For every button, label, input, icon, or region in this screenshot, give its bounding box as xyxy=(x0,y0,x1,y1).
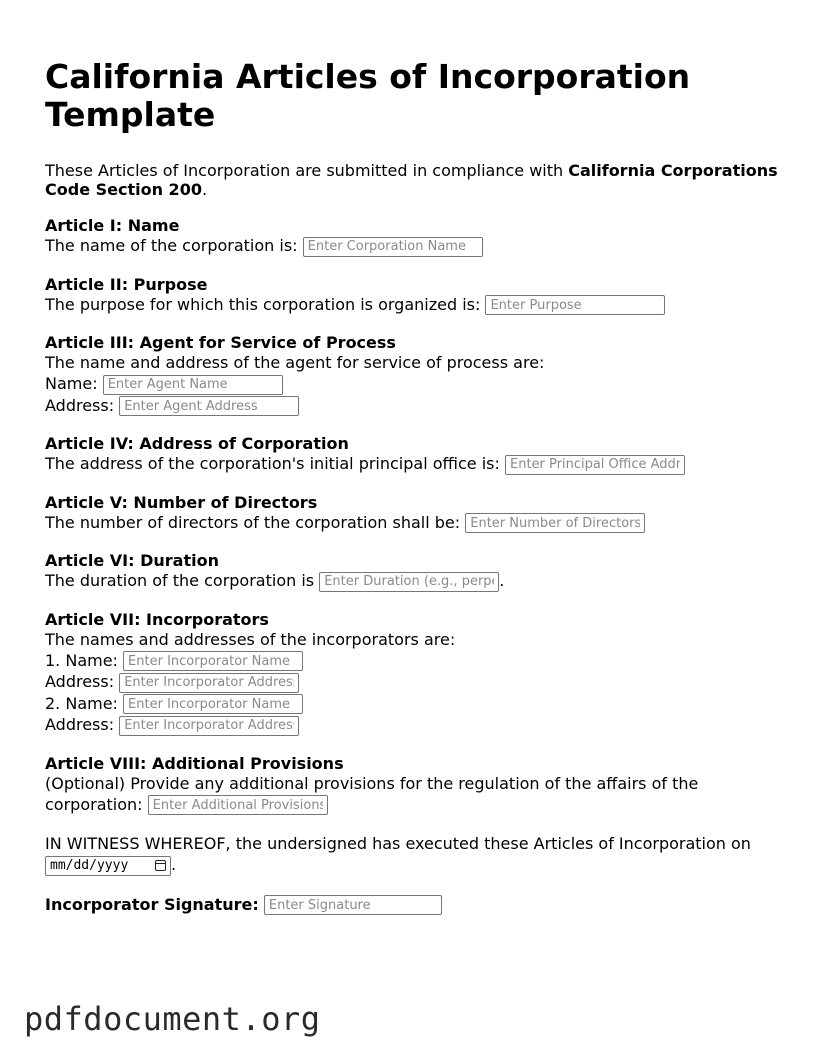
witness-section xyxy=(45,833,785,876)
article-6-section xyxy=(45,551,785,592)
incorporator-2-address-input[interactable] xyxy=(119,716,299,736)
article-1-heading: Article I: Name xyxy=(45,216,180,235)
article-5-heading: Article V: Number of Directors xyxy=(45,492,318,512)
agent-address-input[interactable] xyxy=(119,396,299,416)
article-2-text: The purpose for which this corporation is organized is: xyxy=(45,294,481,314)
article-5-text: The number of directors of the corporation shall be: xyxy=(45,512,461,532)
incorporator-2-name-label: 2. Name: xyxy=(45,693,118,713)
incorporator-1-address-input[interactable] xyxy=(119,673,299,693)
incorporator-1-name-label: 1. Name: xyxy=(45,650,118,670)
article-6-end: . xyxy=(499,571,505,590)
principal-office-address-input[interactable] xyxy=(505,455,685,475)
article-8-section xyxy=(45,754,785,816)
article-1-section xyxy=(45,216,785,257)
purpose-input[interactable] xyxy=(485,295,665,315)
article-7-text: The names and addresses of the incorporators are: xyxy=(45,629,456,649)
article-8-heading: Article VIII: Additional Provisions xyxy=(45,753,344,773)
agent-address-label: Address: xyxy=(45,395,115,415)
intro-code-reference: California Corporations Code Section 200 xyxy=(45,161,778,199)
article-1-text: The name of the corporation is: xyxy=(45,236,298,255)
intro-end: . xyxy=(201,180,208,199)
article-4-text: The address of the corporation's initial principal office is: xyxy=(45,454,500,473)
article-6-heading: Article VI: Duration xyxy=(45,551,219,570)
incorporator-1-name-input[interactable] xyxy=(123,651,303,671)
witness-end: . xyxy=(171,855,177,874)
article-4-heading: Article IV: Address of Corporation xyxy=(45,434,349,453)
signature-label: Incorporator Signature: xyxy=(45,894,259,914)
incorporator-1-address-label: Address: xyxy=(45,672,115,691)
article-3-section xyxy=(45,333,785,416)
execution-date-input[interactable] xyxy=(45,856,171,876)
witness-text: IN WITNESS WHEREOF, the undersigned has executed these Articles of Incorporation on xyxy=(45,834,751,853)
document-page xyxy=(45,58,785,933)
page-title: California Articles of Incorporation Template xyxy=(45,57,691,134)
agent-name-label: Name: xyxy=(45,374,98,393)
article-2-heading: Article II: Purpose xyxy=(45,274,208,294)
article-2-section xyxy=(45,275,785,316)
article-7-section xyxy=(45,610,785,736)
article-5-section xyxy=(45,493,785,534)
additional-provisions-input[interactable] xyxy=(148,795,328,815)
article-7-heading: Article VII: Incorporators xyxy=(45,609,269,629)
duration-input[interactable] xyxy=(319,572,499,592)
article-8-text: (Optional) Provide any additional provisions for the regulation of the affairs of the corporation: xyxy=(45,773,699,814)
agent-name-input[interactable] xyxy=(103,375,283,395)
date-placeholder: mm/dd/yyyy xyxy=(50,858,129,873)
article-4-section xyxy=(45,434,785,475)
signature-input[interactable] xyxy=(264,895,442,915)
calendar-icon[interactable] xyxy=(155,860,166,871)
incorporator-2-address-label: Address: xyxy=(45,715,115,734)
article-3-text: The name and address of the agent for service of process are: xyxy=(45,353,545,372)
number-of-directors-input[interactable] xyxy=(465,513,645,533)
watermark: pdfdocument.org xyxy=(24,1000,321,1038)
article-6-text: The duration of the corporation is xyxy=(45,571,315,590)
intro-text: These Articles of Incorporation are submitted in compliance with xyxy=(45,161,569,180)
article-3-heading: Article III: Agent for Service of Process xyxy=(45,333,396,352)
signature-section xyxy=(45,894,785,916)
incorporator-2-name-input[interactable] xyxy=(123,694,303,714)
intro-paragraph xyxy=(45,161,785,199)
corporation-name-input[interactable] xyxy=(303,237,483,257)
